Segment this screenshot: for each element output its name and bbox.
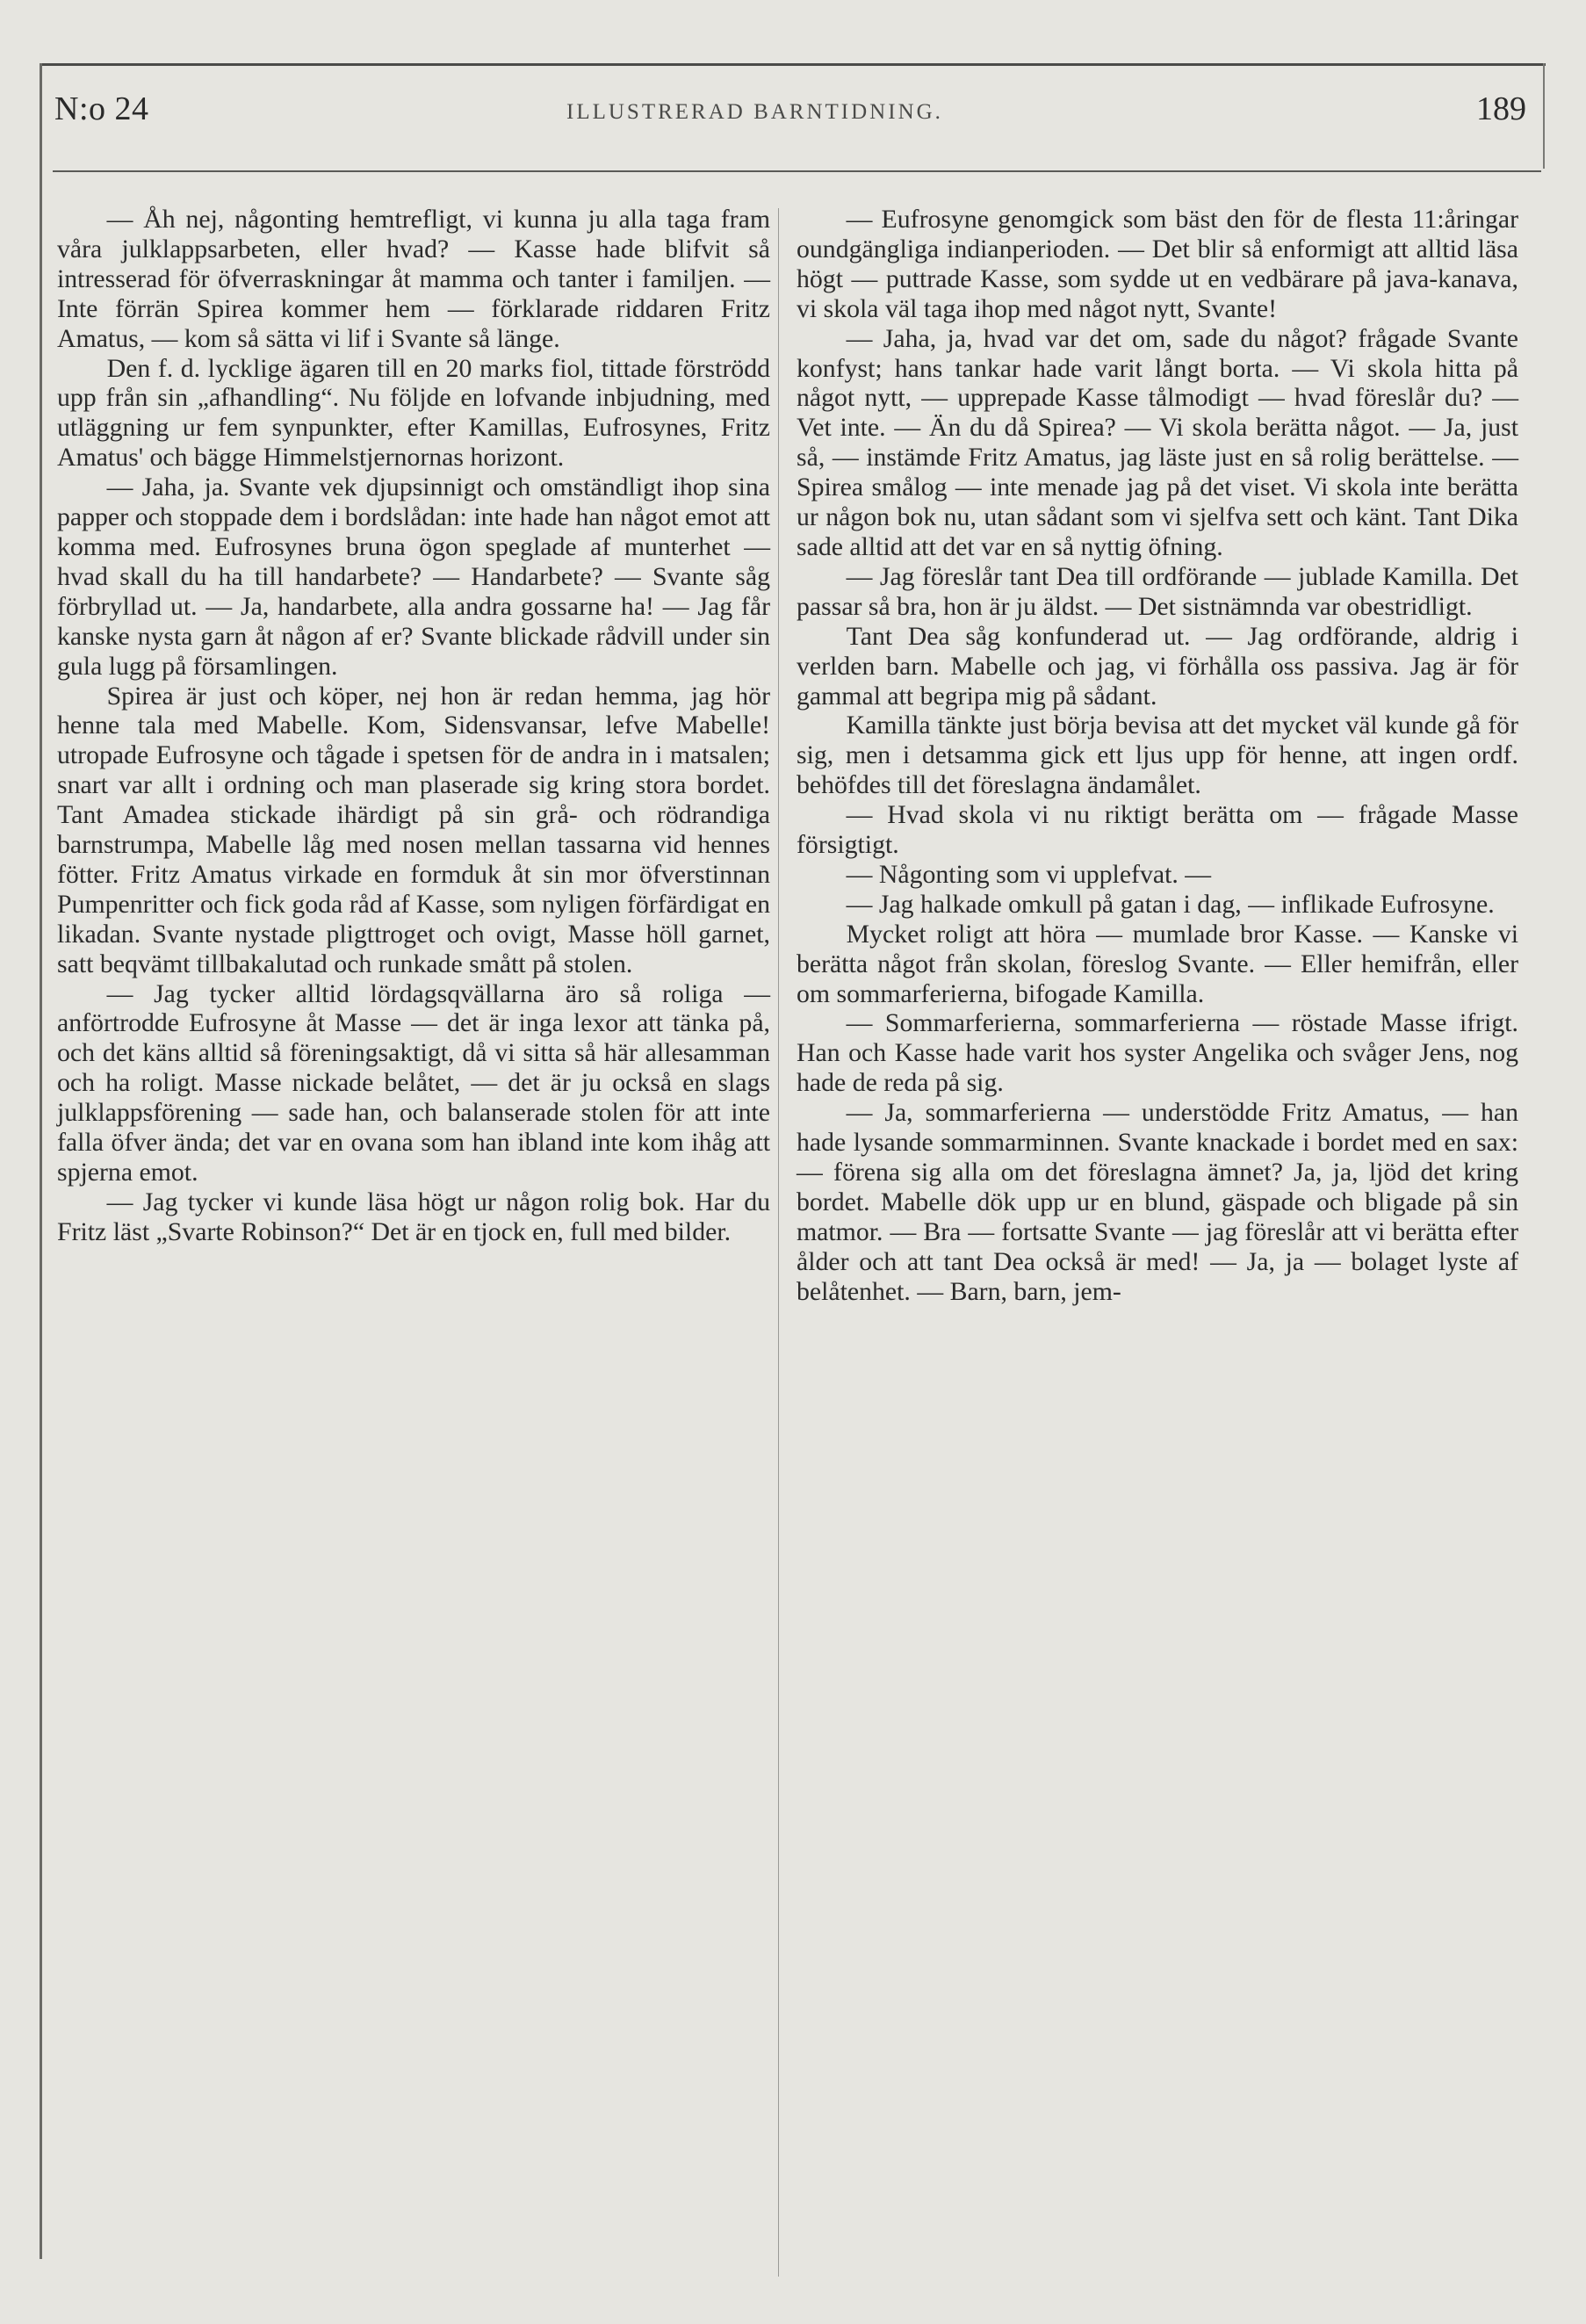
paragraph: — Jag föreslår tant Dea till ordförande — jublade Kamilla. Det passar så bra, hon är ju äldst. — Det sistnämnda var obestridligt. bbox=[797, 561, 1518, 621]
right-column bbox=[797, 205, 1518, 1307]
column-divider bbox=[778, 208, 779, 2277]
left-border-line bbox=[40, 63, 42, 2259]
paragraph: — Hvad skola vi nu riktigt berätta om — frågade Masse försigtigt. bbox=[797, 800, 1518, 860]
paragraph: Den f. d. lycklige ägaren till en 20 marks fiol, tittade förströdd upp från sin „afhandling“. Nu följde en lofvande inbjudning, med utläggning ur fem synpunkter, efter Kamillas, Eufrosynes, Fritz Amatus' och bägge Himmelstjernornas horizont. bbox=[57, 353, 770, 473]
top-border-line bbox=[40, 63, 1546, 66]
paragraph: — Någonting som vi upplefvat. — bbox=[846, 859, 1212, 889]
issue-number: N:o 24 bbox=[54, 90, 149, 127]
paragraph: Spirea är just och köper, nej hon är redan hemma, jag hör henne tala med Mabelle. Kom, Sidensvansar, lefve Mabelle! utropade Eufrosyne och tågade i spetsen för de andra in i matsalen; snart var allt i ordning och man plaserade sig kring stora bordet. Tant Amadea stickade ihärdigt på sin grå- och rödrandiga barnstrumpa, Mabelle låg med nosen mellan tassarna vid hennes fötter. Fritz Amatus virkade en formduk åt sin mor öfverstinnan Pumpenritter och fick goda råd af Kasse, som nyligen förfärdigat en likadan. Svante nystade pligttroget och ovigt, Masse höll garnet, satt beqvämt tillbakalutad och runkade smått på stolen. bbox=[57, 681, 770, 978]
paragraph: — Jag halkade omkull på gatan i dag, — inflikade Eufrosyne. bbox=[846, 889, 1495, 919]
paragraph: — Jag tycker vi kunde läsa högt ur någon rolig bok. Har du Fritz läst „Svarte Robinson?“ Det är en tjock en, full med bilder. bbox=[57, 1187, 770, 1246]
page-number: 189 bbox=[1476, 90, 1526, 127]
paragraph: — Åh nej, någonting hemtrefligt, vi kunna ju alla taga fram våra julklappsarbeten, eller hvad? — Kasse hade blifvit så intresserad för öfverraskningar åt mamma och tanter i familjen. — Inte förrän Spirea kommer hem — förklarade riddaren Fritz Amatus, — kom så sätta vi lif i Svante så länge. bbox=[57, 205, 770, 353]
paragraph: Kamilla tänkte just börja bevisa att det mycket väl kunde gå för sig, men i detsamma gick ett ljus upp för henne, att ingen ordf. behöfdes till det föreslagna ändamålet. bbox=[797, 711, 1518, 800]
paragraph: — Jaha, ja, hvad var det om, sade du något? frågade Svante konfyst; hans tankar hade varit långt borta. — Vi skola hitta på något nytt, — upprepade Kasse tålmodigt — hvad föreslår du? — Vet inte. — Än du då Spirea? — Vi skola berätta något. — Ja, just så, — instämde Fritz Amatus, jag läste just en så rolig berättelse. — Spirea smålog — inte menade jag på det viset. Vi skola inte berätta ur någon bok nu, utan sådant som vi sjelfva sett och känt. Tant Dika sade alltid att det var en så nyttig öfning. bbox=[797, 323, 1518, 561]
paragraph: Tant Dea såg konfunderad ut. — Jag ordförande, aldrig i verlden barn. Mabelle och jag, vi förhålla oss passiva. Jag är för gammal att begripa mig på sådant. bbox=[797, 621, 1518, 711]
paragraph: — Jaha, ja. Svante vek djupsinnigt och omständligt ihop sina papper och stoppade dem i bordslådan: inte hade han något emot att komma med. Eufrosynes bruna ögon speglade af munterhet — hvad skall du ha till handarbete? — Handarbete? — Svante såg förbryllad ut. — Ja, handarbete, alla andra gossarne ha! — Jag får kanske nysta garn åt någon af er? Svante blickade rådvill under sin gula lugg på församlingen. bbox=[57, 473, 770, 681]
page-header bbox=[53, 90, 1537, 142]
paragraph: Mycket roligt att höra — mumlade bror Kasse. — Kanske vi berätta något från skolan, föreslog Svante. — Eller hemifrån, eller om sommarferierna, bifogade Kamilla. bbox=[797, 919, 1518, 1008]
paragraph: — Sommarferierna, sommarferierna — röstade Masse ifrigt. Han och Kasse hade varit hos syster Angelika och svåger Jens, nog hade de reda på sig. bbox=[797, 1008, 1518, 1098]
publication-title: ILLUSTRERAD BARNTIDNING. bbox=[566, 100, 943, 124]
paragraph: — Jag tycker alltid lördagsqvällarna äro så roliga — anförtrodde Eufrosyne åt Masse — det är inga lexor att tänka på, och det käns alltid så föreningsaktigt, då vi sitta så här allesamman och ha roligt. Masse nickade belåtet, — det är ju också en slags julklappsförening — sade han, och balanserade stolen för att inte falla öfver ända; det var en ovana som han ibland inte kom ihåg att spjerna emot. bbox=[57, 978, 770, 1187]
header-rule bbox=[53, 170, 1541, 172]
paragraph: — Ja, sommarferierna — understödde Fritz Amatus, — han hade lysande sommarminnen. Svante knackade i bordet med en sax: — förena sig alla om det föreslagna ämnet? Ja, ja, ljöd det kring bordet. Mabelle dök upp ur en blund, gäspade och bligade på sin matmor. — Bra — fortsatte Svante — jag föreslår att vi berätta efter ålder och att tant Dea också är med! — Ja, ja — bolaget lyste af belåtenhet. — Barn, barn, jem- bbox=[797, 1098, 1518, 1306]
paragraph: — Eufrosyne genomgick som bäst den för de flesta 11:åringar oundgängliga indianperioden. — Det blir så enformigt att alltid läsa högt — puttrade Kasse, som sydde ut en vedbärare på java-kanava, vi skola väl taga ihop med något nytt, Svante! bbox=[797, 205, 1518, 323]
left-column bbox=[57, 205, 770, 1247]
right-border-line bbox=[1543, 63, 1545, 169]
